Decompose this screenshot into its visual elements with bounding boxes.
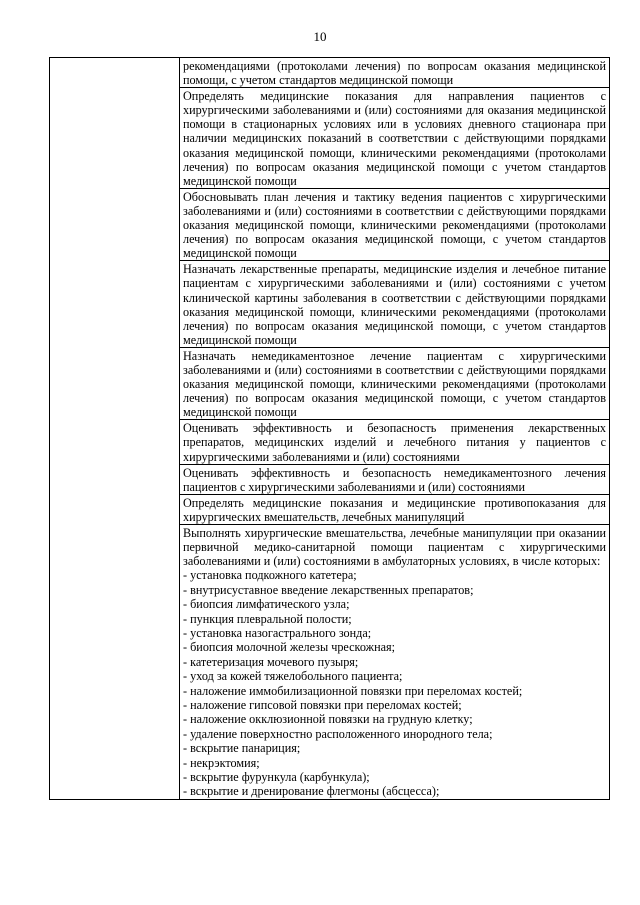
cell-text: Обосновывать план лечения и тактику ведения пациентов с хирургическими заболеваниями и (или) состояниями в соответствии с действующими порядками оказания медицинской помощи, клиническими рекомендациями (протоколами лечения) по вопросам оказания медицинской помощи, с учетом стандартов медицинской помощи bbox=[183, 189, 606, 261]
list-item: - наложение окклюзионной повязки на грудную клетку; bbox=[183, 712, 473, 727]
list-item: - наложение иммобилизационной повязки при переломах костей; bbox=[183, 683, 523, 698]
table-cell bbox=[180, 525, 610, 800]
list-item: - пункция плевральной полости; bbox=[183, 611, 352, 626]
cell-text: Назначать лекарственные препараты, медицинские изделия и лечебное питание пациентам с хирургическими заболеваниями и (или) состояниями с учетом клинической картины заболевания в соответствии с действующими порядками оказания медицинской помощи, клиническими рекомендациями (протоколами лечения) по вопросам оказания медицинской помощи, с учетом стандартов медицинской помощи bbox=[183, 262, 606, 347]
list-item: - наложение гипсовой повязки при переломах костей; bbox=[183, 697, 462, 712]
list-item: - биопсия молочной железы чрескожная; bbox=[183, 640, 395, 655]
list-item: - уход за кожей тяжелобольного пациента; bbox=[183, 669, 403, 684]
list-item: - вскрытие и дренирование флегмоны (абсцесса); bbox=[183, 784, 440, 799]
list-item: - вскрытие фурункула (карбункула); bbox=[183, 769, 370, 784]
skills-table bbox=[49, 57, 610, 800]
list-item: - удаление поверхностно расположенного инородного тела; bbox=[183, 726, 493, 741]
list-item: - установка назогастрального зонда; bbox=[183, 625, 372, 640]
cell-text: Выполнять хирургические вмешательства, лечебные манипуляции при оказании первичной медико-санитарной помощи пациентам с хирургическими заболеваниями и (или) состояниями в амбулаторных условиях, в числе которых: bbox=[183, 526, 606, 569]
table-cell bbox=[180, 494, 610, 524]
cell-text: Определять медицинские показания и медицинские противопоказания для хирургических вмешательств, лечебных манипуляций bbox=[183, 495, 606, 524]
cell-text: Оценивать эффективность и безопасность немедикаментозного лечения пациентов с хирургическими заболеваниями и (или) состояниями bbox=[183, 465, 606, 494]
cell-text: Назначать немедикаментозное лечение пациентам с хирургическими заболеваниями и (или) состояниями в соответствии с действующими порядками оказания медицинской помощи, клиническими рекомендациями (протоколами лечения) по вопросам оказания медицинской помощи, с учетом стандартов медицинской помощи bbox=[183, 348, 606, 420]
table-cell bbox=[180, 58, 610, 88]
table-cell bbox=[180, 188, 610, 260]
table-cell bbox=[180, 347, 610, 419]
list-item: - некрэктомия; bbox=[183, 755, 260, 770]
table-cell bbox=[180, 420, 610, 464]
table-cell bbox=[180, 88, 610, 189]
cell-text: Определять медицинские показания для направления пациентов с хирургическими заболеваниями и (или) состояниями для оказания медицинской помощи в стационарных условиях или в условиях дневного стационара при наличии медицинских показаний в соответствии с действующими порядками оказания медицинской помощи, клиническими рекомендациями (протоколами лечения) по вопросам оказания медицинской помощи с учетом стандартов медицинской помощи bbox=[183, 89, 606, 188]
cell-text: Оценивать эффективность и безопасность применения лекарственных препаратов, медицинских изделий и лечебного питания у пациентов с хирургическими заболеваниями и (или) состояниями bbox=[183, 421, 606, 464]
table-row bbox=[50, 58, 610, 88]
cell-text: рекомендациями (протоколами лечения) по вопросам оказания медицинской помощи, с учетом стандартов медицинской помощи bbox=[183, 59, 606, 88]
table-cell bbox=[180, 464, 610, 494]
left-column-cell bbox=[50, 58, 180, 800]
list-item: - биопсия лимфатического узла; bbox=[183, 597, 350, 612]
procedure-list bbox=[183, 568, 606, 799]
list-item: - внутрисуставное введение лекарственных препаратов; bbox=[183, 582, 474, 597]
table-cell bbox=[180, 261, 610, 348]
list-item: - установка подкожного катетера; bbox=[183, 568, 357, 583]
list-item: - вскрытие панариция; bbox=[183, 741, 301, 756]
list-item: - катетеризация мочевого пузыря; bbox=[183, 654, 359, 669]
page-number: 10 bbox=[313, 29, 327, 44]
